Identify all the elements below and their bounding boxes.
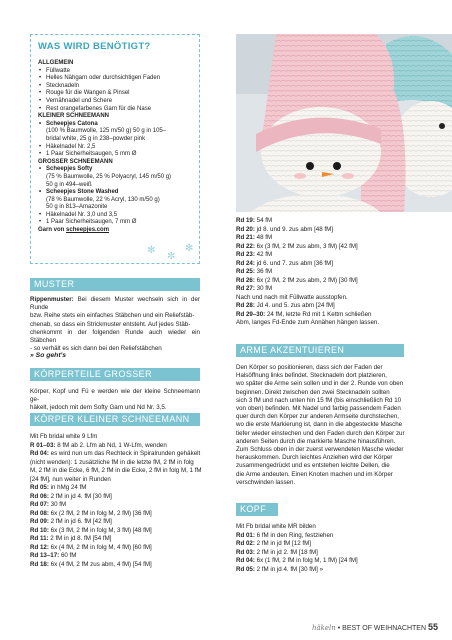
row-text: 6x (1 fM, 2 fM in folg M, 1 fM) [24 fM]: [254, 557, 358, 564]
text-line: häkelt, jedoch mit dem Softy Garn und Nd Nr. 3,5.: [30, 404, 167, 412]
pattern-row: [236, 251, 436, 260]
row-text: jd 8. und 9. zus abm [48 fM]: [254, 225, 333, 233]
pattern-row: [236, 243, 436, 252]
list-item: • Stecknadeln: [38, 83, 192, 91]
row-text: 2 fM in jd 4. fM [30 fM]: [48, 492, 112, 500]
yarn-source-link[interactable]: scheepjes.com: [66, 227, 110, 234]
section-heading-kopf: KOPF: [236, 503, 278, 516]
row-text: 30 fM: [48, 501, 67, 508]
pattern-row: [236, 260, 436, 269]
row-label: Rd 04:: [30, 450, 49, 457]
page-footer: [312, 622, 438, 632]
list-item: • Rouge für die Wangen & Pinsel: [38, 90, 192, 98]
pattern-row: [236, 302, 436, 311]
pattern-row: [236, 319, 436, 328]
text-line: verschwinden lassen.: [236, 478, 296, 486]
pattern-row: [30, 527, 205, 536]
row-text: in hMg 24 fM: [48, 484, 87, 491]
row-label: Rd 10:: [30, 526, 49, 534]
section-heading-koerper-klein: KÖRPER KLEINER SCHNEEMANN: [30, 413, 200, 426]
row-text: 6x (4 fM, 2 fM zus abm, 4 fM) [54 fM]: [48, 560, 152, 568]
row-text: 54 fM: [254, 217, 273, 224]
pattern-row: [30, 459, 205, 468]
yarn-details: (100 % Baumwolle, 125 m/50 g) 50 g in 105–: [46, 128, 167, 135]
yarn-details: (78 % Baumwolle, 22 % Acryl, 130 m/50 g): [46, 196, 160, 203]
snowflake-icon: ✻: [147, 245, 156, 256]
pattern-row: [30, 450, 205, 459]
yarn-details: 50 g in 813–Amazonite: [46, 204, 108, 211]
row-label: Rd 12:: [30, 543, 49, 551]
pattern-row: [236, 549, 436, 558]
pattern-row: [30, 433, 205, 442]
heading-grosser-schneemann: GROSSER SCHNEEMANN: [38, 158, 113, 165]
pattern-row: [30, 552, 205, 561]
row-text: (nicht wenden): 1 zusätzliche fM in die letzte fM, 2 fM in folg: [30, 458, 194, 466]
text-line: beginnen. Direkt zwischen den zwei Stecknadeln sollten: [236, 388, 390, 396]
body-rows-continued: [236, 217, 436, 328]
row-label: Rd 28:: [236, 302, 255, 309]
text-line: Körper, Kopf und Fü e werden wie der kleine Schneemann ge-: [30, 388, 200, 404]
koerperteile-text: [30, 388, 200, 413]
pattern-row: [236, 294, 436, 303]
pattern-row: [30, 442, 205, 451]
row-label: Rd 05:: [30, 484, 49, 491]
list-item: • Häkelnadel Nr. 3,0 und 3,5: [38, 212, 192, 220]
text-line: zusammengedrückt und es entstehen leichte Dellen, die: [236, 462, 390, 470]
pattern-row: [236, 234, 436, 243]
pattern-row: [30, 501, 205, 510]
pattern-row: [30, 510, 205, 519]
list-item: • Häkelnadel Nr. 2,5: [38, 144, 192, 152]
pattern-row: [236, 268, 436, 277]
pattern-row: [30, 493, 205, 502]
row-label: Rd 06:: [30, 492, 49, 500]
row-text: es wird nun um das Rechteck in Spiralrunden gehäkelt: [48, 450, 201, 457]
pattern-row: [30, 467, 205, 476]
intro-heading: » So geht's: [30, 352, 66, 359]
yarn-source: [38, 227, 192, 235]
text-line: bzw. Reihe stets ein einfaches Stäbchen und ein Reliefstäb-: [30, 312, 195, 320]
pattern-row: [236, 217, 436, 226]
row-text: 2 fM in jd 8. fM [54 fM]: [48, 535, 112, 542]
pattern-row: [236, 566, 436, 575]
pattern-row: [236, 277, 436, 286]
yarn-details: bridal white, 25 g in 238–powder pink: [46, 135, 146, 142]
text-line: quer durch den Körper zur anderen Armseite durchstechen,: [236, 413, 400, 421]
text-line: von oben) befinden. Mit Nadel und farbig passendem Faden: [236, 405, 401, 413]
arme-text: [236, 364, 436, 487]
snowflake-icon: ✻: [185, 243, 194, 254]
text-line: chenab, so dass ein Strickmuster entsteht. Auf jedes Stäb-: [30, 320, 191, 328]
row-text: 6x (2 fM, 2 fM in folg M, 2 fM) [36 fM]: [48, 509, 152, 517]
section-heading-arme: ARME AKZENTUIEREN: [236, 344, 404, 357]
text-line: wo die erste Markierung ist, dann in die abgesteckte Masche: [236, 421, 403, 429]
row-label: Rd 27:: [236, 285, 255, 292]
pattern-row: [30, 518, 205, 527]
text-line: die Arme andeuten. Einen Knoten machen und im Körper: [236, 470, 393, 478]
list-item: • 1 Paar Sicherheitsaugen, 5 mm Ø: [38, 151, 192, 159]
yarn-details: 50 g in 494–weiß: [46, 181, 92, 188]
pattern-row: [30, 484, 205, 493]
yarn-source-label: Garn von: [38, 227, 67, 234]
list-item: • 1 Paar Sicherheitsaugen, 7 mm Ø: [38, 219, 192, 227]
row-text: 8 fM ab 2. Lfm ab Nd, 1 W-Lfm, wenden: [55, 441, 167, 449]
row-text: M, 2 fM in die Ecke, 6 fM, 2 fM in die Ecke, 2 fM in folg M, 1 fM: [30, 467, 202, 474]
kopf-rows: [236, 523, 436, 574]
text-line: anderen Seiten durch die markierte Masche hinausführen.: [236, 437, 396, 445]
row-text: 42 fM: [254, 251, 273, 258]
pattern-row: [236, 226, 436, 235]
heading-kleiner-schneemann: KLEINER SCHNEEMANN: [38, 113, 110, 120]
text-line: Bei diesem Muster wechseln sich in der Runde: [30, 296, 200, 312]
list-item: • Füllwatte: [38, 68, 192, 76]
row-text: 6x (2 fM, 2 fM zus abm, 2 fM) [30 fM]: [254, 276, 358, 284]
page-number: 55: [427, 622, 438, 632]
text-line: tiefer wieder einstechen und den Faden durch den Körper zur: [236, 429, 405, 437]
list-item: • Vernähnadel und Schere: [38, 98, 192, 106]
text-line: chenkommt in der folgenden Runde auch wieder ein Stäbchen: [30, 328, 200, 345]
row-label: Rd 21:: [236, 234, 255, 241]
text-line: wo später die Arme sein sollen und in der 2. Runde von oben: [236, 380, 404, 388]
row-label: R 01–03:: [30, 441, 56, 449]
row-text: 2 fM in jd 4. fM [30 fM] »: [254, 565, 324, 573]
row-text: 6x (3 fM, 2 fM in folg M, 3 fM) [48 fM]: [48, 526, 152, 534]
row-label: Rd 25:: [236, 268, 255, 275]
row-text: 36 fM: [254, 268, 273, 275]
footer-text: • BEST OF WEIHNACHTEN: [335, 625, 428, 632]
row-text: 6x (4 fM, 2 fM in folg M, 4 fM) [60 fM]: [48, 543, 152, 551]
row-text: 6 fM in den Ring, festziehen: [254, 531, 334, 539]
row-label: Rd 24:: [236, 259, 255, 267]
section-heading-koerperteile-gross: KÖRPERTEILE GROSSER SCHNEEMANN: [30, 368, 200, 381]
row-label: Rd 05:: [236, 565, 255, 573]
pattern-row: [30, 476, 205, 485]
muster-text: [30, 296, 200, 353]
list-item: • Rest orangefarbenes Garn für die Nase: [38, 106, 192, 114]
footer-brand: häkeln: [311, 624, 336, 632]
row-label: Rd 26:: [236, 276, 255, 284]
row-text: 2 fM in jd 2. fM [18 fM]: [254, 548, 318, 556]
heading-allgemein: ALLGEMEIN: [38, 60, 74, 66]
row-text: Mit Fb bridal white 9 Lfm: [30, 433, 98, 440]
snowflake-icon: ✼: [167, 251, 176, 262]
row-text: Jd 4. und 5. zus abm [24 fM]: [254, 302, 335, 309]
pattern-row: [236, 557, 436, 566]
pattern-row: [236, 540, 436, 549]
row-label: Rd 19:: [236, 217, 255, 224]
row-label: Rd 13–17:: [30, 552, 60, 559]
text-line: - so verhält es sich dann bei den Reliefstäbchen: [30, 345, 162, 353]
row-text: 48 fM: [254, 234, 273, 241]
pattern-row: [236, 532, 436, 541]
yarn-details: (75 % Baumwolle, 25 % Polyacryl, 145 m/50 g): [46, 173, 172, 180]
list-item: • Scheepjes Stone Washed: [38, 189, 192, 197]
row-label: Rd 07:: [30, 501, 49, 508]
row-label: Rd 03:: [236, 548, 255, 556]
row-text: 30 fM: [254, 285, 273, 292]
snowman-photo: [236, 34, 452, 212]
row-text: Mit Fb bridal white MR bilden: [236, 523, 316, 530]
text-line: sich 3 fM und nach unten hin 15 fM (bis einschließlich Rd 10: [236, 396, 402, 404]
row-label: Rd 01:: [236, 531, 255, 539]
text-line: herauskommen. Durch leichtes Anziehen wird der Körper: [236, 454, 393, 462]
text-line: Halsöffnung links befindet. Stecknadeln dort platzieren,: [236, 372, 387, 380]
row-text: 6x (3 fM, 2 fM zus abm, 3 fM) [42 fM]: [254, 242, 358, 250]
row-label: Rd 29–30:: [236, 310, 266, 318]
row-label: Rd 11:: [30, 535, 49, 542]
row-label: Rd 20:: [236, 225, 255, 233]
row-text: 2 fM in jd 6. fM [42 fM]: [48, 518, 112, 525]
row-text: Nach und nach mit Füllwatte ausstopfen.: [236, 293, 348, 301]
row-label: Rd 23:: [236, 251, 255, 258]
row-text: 60 fM: [59, 552, 77, 559]
list-item: • Helles Nähgarn oder durchsichtigen Faden: [38, 75, 192, 83]
row-label: Rd 02:: [236, 540, 255, 547]
row-label: Rd 09:: [30, 518, 49, 525]
section-heading-muster: MUSTER: [30, 278, 200, 291]
materials-title: WAS WIRD BENÖTIGT?: [38, 41, 151, 52]
pattern-row: [236, 523, 436, 532]
pattern-row: [30, 561, 205, 570]
row-label: Rd 04:: [236, 557, 255, 564]
list-item: • Scheepjes Catona: [38, 121, 192, 129]
pattern-row: [30, 535, 205, 544]
pattern-row: [30, 544, 205, 553]
row-text: jd 6. und 7. zus abm [36 fM]: [254, 259, 333, 267]
row-label: Rd 18:: [30, 560, 49, 568]
muster-label: Rippenmuster:: [30, 296, 74, 303]
pattern-row: [236, 285, 436, 294]
text-line: Zum Schluss oben in der zuerst verwendeten Masche wieder: [236, 446, 404, 454]
pattern-row: [236, 311, 436, 320]
row-label: Rd 22:: [236, 242, 255, 250]
text-line: Den Körper so positionieren, dass sich der Faden der: [236, 364, 383, 371]
row-text: Abm, langes Fd-Ende zum Annähen hängen lassen.: [236, 319, 380, 326]
list-item: • Scheepjes Softy: [38, 166, 192, 174]
koerper-klein-rows: [30, 433, 205, 569]
row-label: Rd 08:: [30, 509, 49, 517]
row-text: 24 fM, letzte Rd mit 1 Kettm schließen: [265, 310, 372, 318]
row-text: 2 fM in jd fM [12 fM]: [254, 540, 311, 547]
materials-box: [30, 34, 200, 264]
row-text: [24 fM], nun weiter in Runden: [30, 475, 111, 483]
